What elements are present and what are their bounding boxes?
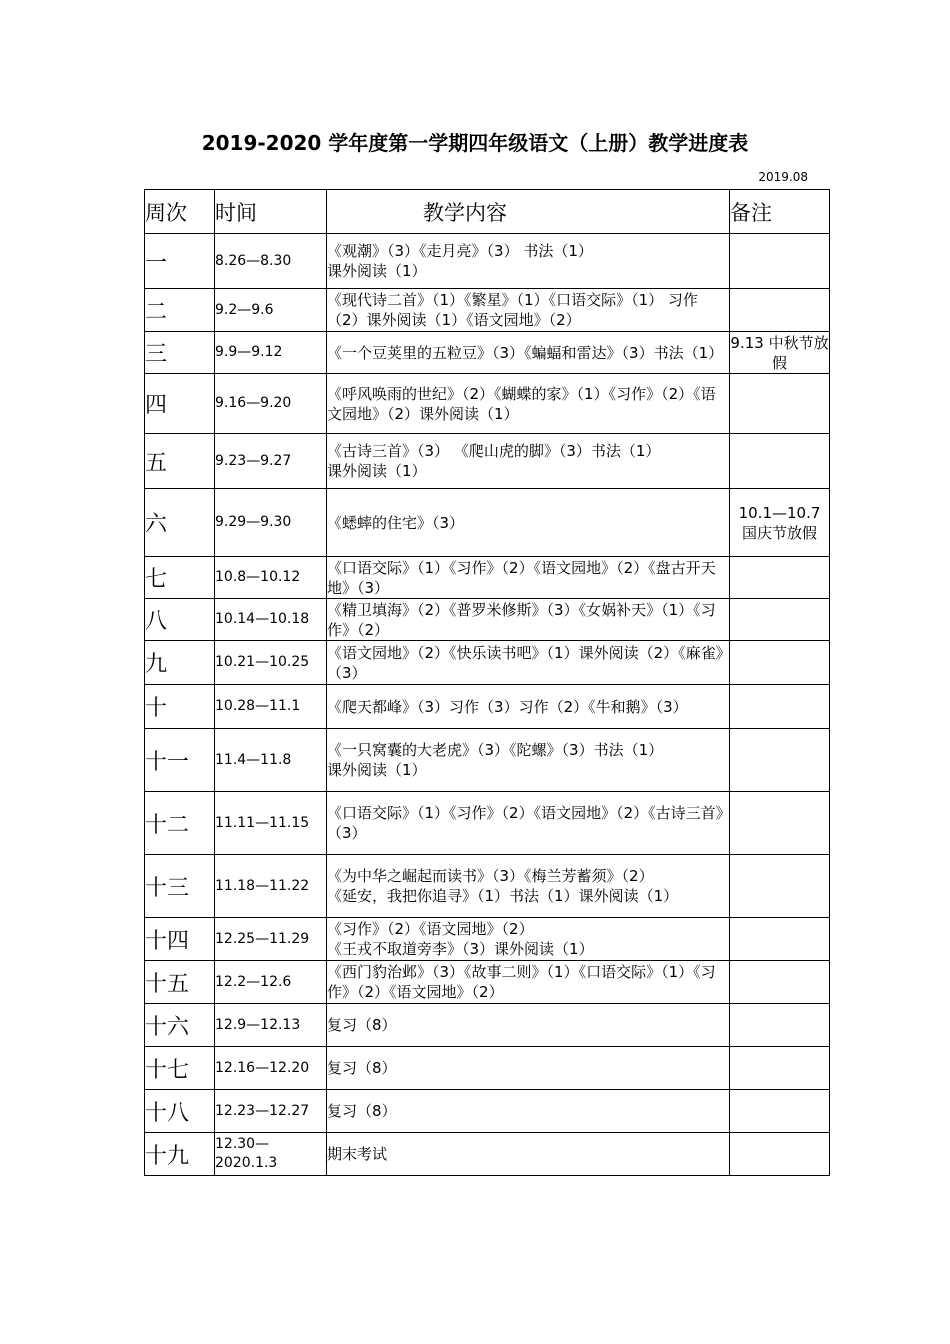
table-row — [145, 489, 830, 557]
time-cell: 9.2—9.6 — [215, 289, 327, 332]
page-title: 2019-2020 学年度第一学期四年级语文（上册）教学进度表 — [201, 131, 749, 155]
table-row — [145, 332, 830, 374]
content-cell: 复习（8） — [327, 1004, 730, 1047]
content-cell: 期末考试 — [327, 1133, 730, 1176]
week-cell: 八 — [145, 599, 215, 641]
time-cell: 11.4—11.8 — [215, 729, 327, 792]
time-cell: 9.16—9.20 — [215, 374, 327, 434]
table-row — [145, 855, 830, 918]
table-row — [145, 1090, 830, 1133]
table-row — [145, 289, 830, 332]
content-cell: 复习（8） — [327, 1047, 730, 1090]
table-row — [145, 434, 830, 489]
header-time: 时间 — [215, 190, 327, 234]
table-row — [145, 599, 830, 641]
content-cell: 《精卫填海》（2）《普罗米修斯》（3）《女娲补天》（1）《习作》（2） — [327, 599, 730, 641]
week-cell: 十九 — [145, 1133, 215, 1176]
content-cell: 《西门豹治邺》（3）《故事二则》（1）《口语交际》（1）《习作》（2）《语文园地》（2） — [327, 961, 730, 1004]
note-cell — [730, 855, 830, 918]
week-cell: 六 — [145, 489, 215, 557]
time-cell: 12.2—12.6 — [215, 961, 327, 1004]
note-cell — [730, 434, 830, 489]
time-cell: 12.25—11.29 — [215, 918, 327, 961]
content-cell: 《观潮》（3）《走月亮》（3） 书法（1） 课外阅读（1） — [327, 234, 730, 289]
content-cell: 《一个豆荚里的五粒豆》（3）《蝙蝠和雷达》（3）书法（1） — [327, 332, 730, 374]
note-cell — [730, 289, 830, 332]
content-cell: 复习（8） — [327, 1090, 730, 1133]
note-cell: 10.1—10.7 国庆节放假 — [730, 489, 830, 557]
week-cell: 三 — [145, 332, 215, 374]
content-cell: 《呼风唤雨的世纪》（2）《蝴蝶的家》（1）《习作》（2）《语文园地》（2）课外阅读（1） — [327, 374, 730, 434]
note-cell — [730, 961, 830, 1004]
week-cell: 十八 — [145, 1090, 215, 1133]
table-row — [145, 918, 830, 961]
table-row — [145, 641, 830, 685]
time-cell: 10.14—10.18 — [215, 599, 327, 641]
table-row — [145, 234, 830, 289]
content-cell: 《口语交际》（1）《习作》（2）《语文园地》（2）《古诗三首》（3） — [327, 792, 730, 855]
table-row — [145, 1047, 830, 1090]
note-cell — [730, 557, 830, 599]
note-cell — [730, 374, 830, 434]
time-cell: 12.16—12.20 — [215, 1047, 327, 1090]
table-row — [145, 1133, 830, 1176]
time-cell: 9.9—9.12 — [215, 332, 327, 374]
table-row — [145, 961, 830, 1004]
note-cell — [730, 641, 830, 685]
table-row — [145, 729, 830, 792]
table-row — [145, 792, 830, 855]
table-header-row — [145, 190, 830, 234]
time-cell: 10.8—10.12 — [215, 557, 327, 599]
time-cell: 9.29—9.30 — [215, 489, 327, 557]
content-cell: 《爬天都峰》（3）习作（3）习作（2）《牛和鹅》（3） — [327, 685, 730, 729]
time-cell: 10.28—11.1 — [215, 685, 327, 729]
time-cell: 8.26—8.30 — [215, 234, 327, 289]
content-cell: 《为中华之崛起而读书》（3）《梅兰芳蓄须》（2） 《延安，我把你追寻》（1）书法（1）课外阅读（1） — [327, 855, 730, 918]
week-cell: 四 — [145, 374, 215, 434]
week-cell: 九 — [145, 641, 215, 685]
time-cell: 10.21—10.25 — [215, 641, 327, 685]
week-cell: 十一 — [145, 729, 215, 792]
week-cell: 十 — [145, 685, 215, 729]
content-cell: 《古诗三首》（3） 《爬山虎的脚》（3）书法（1） 课外阅读（1） — [327, 434, 730, 489]
note-cell — [730, 599, 830, 641]
note-cell — [730, 1047, 830, 1090]
table-row — [145, 374, 830, 434]
note-cell — [730, 918, 830, 961]
time-cell: 12.9—12.13 — [215, 1004, 327, 1047]
header-content: 教学内容 — [327, 190, 730, 234]
header-note: 备注 — [730, 190, 830, 234]
header-week: 周次 — [145, 190, 215, 234]
table-row — [145, 685, 830, 729]
week-cell: 二 — [145, 289, 215, 332]
content-cell: 《蟋蟀的住宅》（3） — [327, 489, 730, 557]
content-cell: 《习作》（2）《语文园地》（2） 《王戎不取道旁李》（3）课外阅读（1） — [327, 918, 730, 961]
time-cell: 11.18—11.22 — [215, 855, 327, 918]
content-cell: 《现代诗二首》（1）《繁星》（1）《口语交际》（1） 习作（2）课外阅读（1）《语文园地》（2） — [327, 289, 730, 332]
table-row — [145, 1004, 830, 1047]
week-cell: 五 — [145, 434, 215, 489]
note-cell — [730, 729, 830, 792]
note-cell — [730, 792, 830, 855]
week-cell: 十六 — [145, 1004, 215, 1047]
week-cell: 十五 — [145, 961, 215, 1004]
note-cell: 9.13 中秋节放假 — [730, 333, 829, 372]
week-cell: 十二 — [145, 792, 215, 855]
time-cell: 12.30—2020.1.3 — [215, 1133, 327, 1176]
table-row — [145, 557, 830, 599]
note-cell — [730, 1133, 830, 1176]
note-cell — [730, 1004, 830, 1047]
document-date: 2019.08 — [758, 170, 808, 184]
week-cell: 十四 — [145, 918, 215, 961]
note-cell — [730, 1090, 830, 1133]
time-cell: 12.23—12.27 — [215, 1090, 327, 1133]
schedule-table — [144, 189, 830, 1176]
time-cell: 9.23—9.27 — [215, 434, 327, 489]
week-cell: 七 — [145, 557, 215, 599]
content-cell: 《语文园地》（2）《快乐读书吧》（1）课外阅读（2）《麻雀》（3） — [327, 641, 730, 685]
content-cell: 《口语交际》（1）《习作》（2）《语文园地》（2）《盘古开天地》（3） — [327, 557, 730, 599]
week-cell: 十七 — [145, 1047, 215, 1090]
note-cell — [730, 234, 830, 289]
week-cell: 一 — [145, 234, 215, 289]
note-cell — [730, 685, 830, 729]
time-cell: 11.11—11.15 — [215, 792, 327, 855]
week-cell: 十三 — [145, 855, 215, 918]
content-cell: 《一只窝囊的大老虎》（3）《陀螺》（3）书法（1） 课外阅读（1） — [327, 729, 730, 792]
